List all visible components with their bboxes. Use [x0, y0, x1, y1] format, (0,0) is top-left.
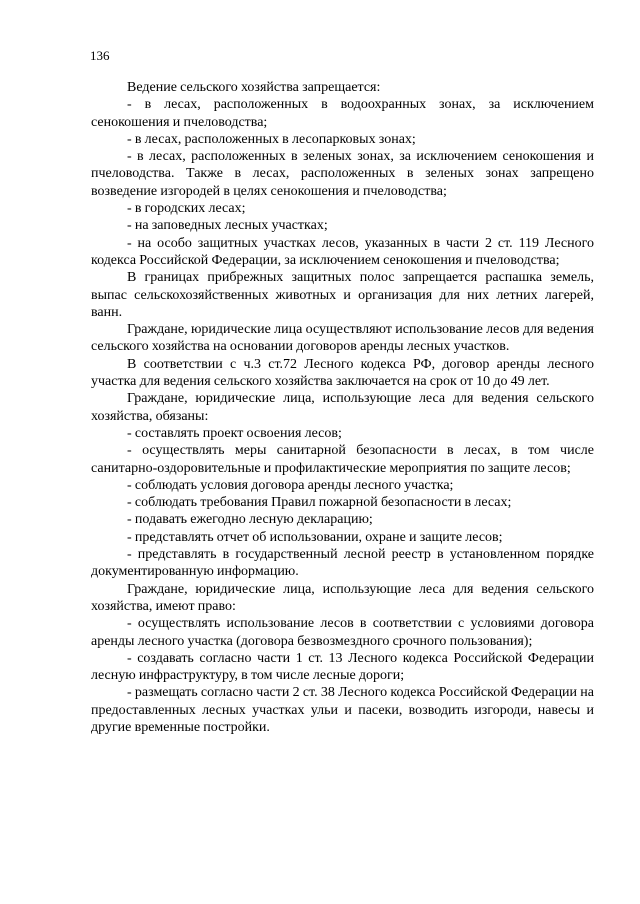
- paragraph: - соблюдать условия договора аренды лесного участка;: [127, 477, 454, 493]
- paragraph: - осуществлять меры санитарной безопасности в лесах, в том числе санитарно-оздоровительные и профилактические мероприятия по защите лесов;: [91, 443, 594, 476]
- paragraph: Граждане, юридические лица, использующие леса для ведения сельского хозяйства, имеют право:: [91, 581, 594, 614]
- paragraph: - осуществлять использование лесов в соответствии с условиями договора аренды лесного участка (договора безвозмездного срочного пользования);: [91, 616, 594, 649]
- paragraph: - в лесах, расположенных в зеленых зонах, за исключением сенокошения и пчеловодства. Также в лесах, расположенных в зеленых зонах запрещено возведение изгородей в целях сенокошения и пчеловодства;: [91, 149, 594, 199]
- paragraph: Граждане, юридические лица осуществляют использование лесов для ведения сельского хозяйства на основании договоров аренды лесных участков.: [91, 322, 594, 355]
- paragraph: - на особо защитных участках лесов, указанных в части 2 ст. 119 Лесного кодекса Российской Федерации, за исключением сенокошения и пчеловодства;: [91, 235, 594, 268]
- body-text: [91, 79, 594, 736]
- paragraph: - представлять в государственный лесной реестр в установленном порядке документированную информацию.: [91, 547, 594, 580]
- paragraph: Граждане, юридические лица, использующие леса для ведения сельского хозяйства, обязаны:: [91, 391, 594, 424]
- paragraph: - размещать согласно части 2 ст. 38 Лесного кодекса Российской Федерации на предоставленных лесных участках ульи и пасеки, возводить изгороди, навесы и другие временные постройки.: [91, 685, 594, 735]
- paragraph: В соответствии с ч.3 ст.72 Лесного кодекса РФ, договор аренды лесного участка для ведения сельского хозяйства заключается на срок от 10 до 49 лет.: [91, 356, 594, 390]
- paragraph: В границах прибрежных защитных полос запрещается распашка земель, выпас сельскохозяйственных животных и организация для них летних лагерей, ванн.: [91, 270, 594, 320]
- paragraph: - соблюдать требования Правил пожарной безопасности в лесах;: [127, 495, 512, 511]
- paragraph: - в лесах, расположенных в лесопарковых зонах;: [127, 131, 416, 147]
- paragraph: - в лесах, расположенных в водоохранных зонах, за исключением сенокошения и пчеловодства;: [91, 97, 594, 130]
- paragraph: - подавать ежегодно лесную декларацию;: [127, 512, 373, 528]
- paragraph: - представлять отчет об использовании, охране и защите лесов;: [127, 529, 503, 545]
- page-number: 136: [90, 48, 110, 63]
- paragraph: - в городских лесах;: [127, 201, 246, 217]
- paragraph: Ведение сельского хозяйства запрещается:: [127, 80, 381, 95]
- paragraph: - на заповедных лесных участках;: [127, 218, 328, 234]
- paragraph: - создавать согласно части 1 ст. 13 Лесного кодекса Российской Федерации лесную инфраструктуру, в том числе лесные дороги;: [91, 650, 594, 684]
- paragraph: - составлять проект освоения лесов;: [127, 425, 342, 441]
